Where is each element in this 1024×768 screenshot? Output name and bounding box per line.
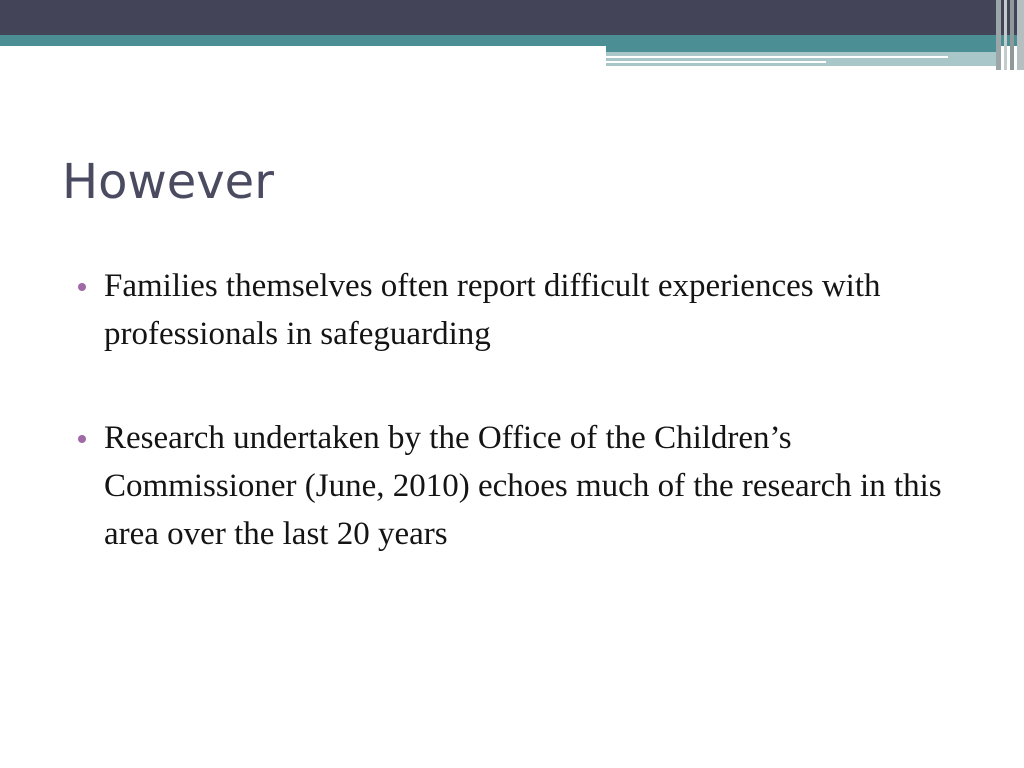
header-band bbox=[0, 0, 1024, 70]
header-light-teal-bar bbox=[606, 52, 998, 66]
bullet-text: Research undertaken by the Office of the Children’s Commissioner (June, 2010) echoes much of the research in this area over the last 20 years bbox=[104, 420, 942, 552]
header-right-stripe-3 bbox=[1010, 0, 1014, 70]
bullet-dot bbox=[78, 435, 86, 443]
header-white-line-short bbox=[606, 61, 826, 63]
bullet-text: Families themselves often report difficult experiences with professionals in safeguarding bbox=[104, 268, 881, 352]
header-teal-extension bbox=[606, 46, 998, 52]
bullet-list bbox=[78, 262, 978, 614]
header-right-stripe-2 bbox=[1004, 0, 1007, 70]
header-decoration bbox=[0, 0, 1024, 70]
header-right-stripe-1 bbox=[996, 0, 1001, 70]
header-teal-stripe bbox=[0, 35, 1024, 46]
header-dark-stripe bbox=[0, 0, 1024, 35]
slide-title: However bbox=[62, 154, 274, 210]
bullet-item bbox=[78, 414, 978, 558]
header-white-line-long bbox=[606, 56, 948, 58]
bullet-dot bbox=[78, 283, 86, 291]
header-right-stripe-4 bbox=[1017, 0, 1024, 70]
bullet-item bbox=[78, 262, 978, 358]
